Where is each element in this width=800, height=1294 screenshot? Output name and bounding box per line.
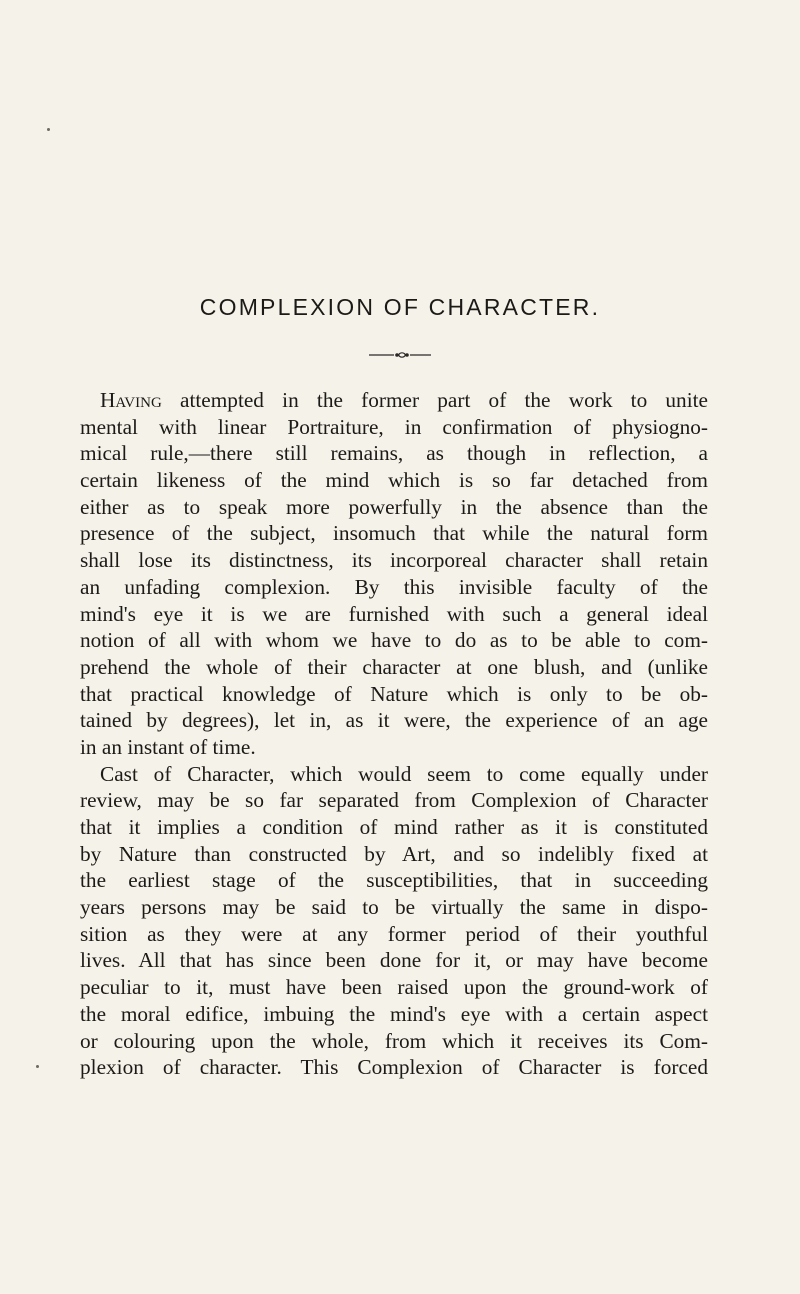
text-line: that it implies a condition of mind rather as it is constituted (80, 815, 708, 839)
text-line: prehend the whole of their character at one blush, and (unlike (80, 654, 708, 679)
text-line: or colouring upon the whole, from which it receives its Com- (80, 1028, 708, 1053)
text-line: peculiar to it, must have been raised upon the ground-work of (80, 975, 708, 1000)
opening-initial: H (100, 388, 116, 412)
paper-speck (47, 128, 50, 131)
text-line: sition as they were at any former period of their youthful (80, 921, 708, 946)
text-line: certain likeness of the mind which is so far detached from (80, 468, 708, 493)
text-line: that practical knowledge of Nature which is only to be ob- (80, 681, 708, 706)
text-line: tained by degrees), let in, as it were, the experience of an age (80, 708, 708, 733)
opening-word-rest: aving (115, 388, 162, 412)
text-line (80, 387, 708, 414)
text-line: review, may be so far separated from Complexion of Character (80, 788, 708, 813)
text-line: lives. All that has since been done for it, or may have become (80, 948, 708, 973)
title-ornament (365, 352, 435, 358)
text-line: in an instant of time. (80, 734, 256, 759)
text-line: mind's eye it is we are furnished with such a general ideal (80, 601, 708, 626)
text-line: shall lose its distinctness, its incorporeal character shall retain (80, 548, 708, 573)
text-line: the moral edifice, imbuing the mind's eye with a certain aspect (80, 1001, 708, 1026)
text-line: plexion of character. This Complexion of Character is forced (80, 1055, 708, 1080)
text-line: years persons may be said to be virtually the same in dispo- (80, 895, 708, 920)
text-line: by Nature than constructed by Art, and so indelibly fixed at (80, 841, 708, 866)
chapter-title: COMPLEXION OF CHARACTER. (199, 294, 601, 320)
text-line: the earliest stage of the susceptibilities, that in succeeding (80, 868, 708, 893)
text-line: mental with linear Portraiture, in confirmation of physiogno- (80, 414, 708, 439)
text-line: an unfading complexion. By this invisible faculty of the (80, 574, 708, 599)
text-line: either as to speak more powerfully in the absence than the (80, 494, 708, 519)
text-line: Cast of Character, which would seem to come equally under (100, 761, 708, 786)
body-text (80, 387, 708, 1081)
text-line: notion of all with whom we have to do as to be able to com- (80, 628, 708, 653)
paper-speck (36, 1065, 39, 1068)
first-line-rest: attempted in the former part of the work to unite (161, 388, 708, 412)
text-line: mical rule,—there still remains, as though in reflection, a (80, 441, 708, 466)
text-line: presence of the subject, insomuch that while the natural form (80, 521, 708, 546)
